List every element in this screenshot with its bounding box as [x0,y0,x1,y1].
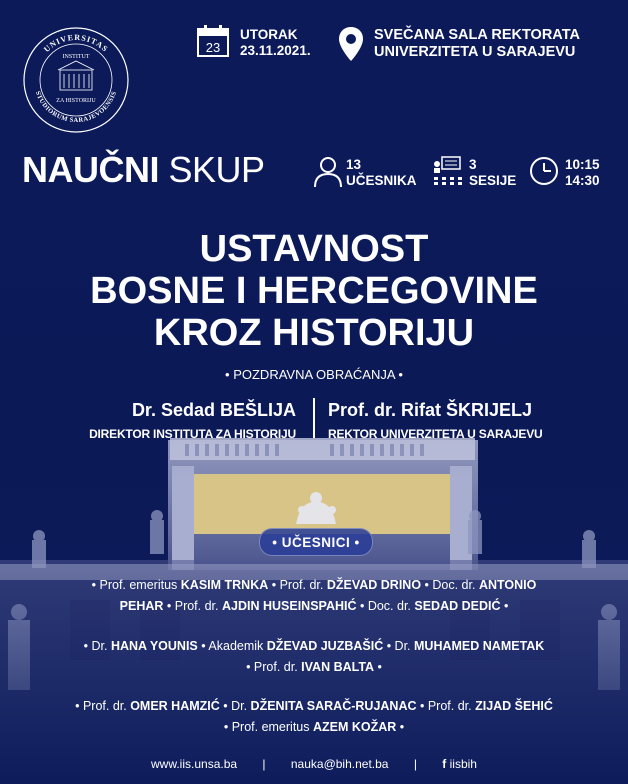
calendar-icon [196,24,230,58]
facebook-link[interactable]: iisbih [449,757,477,771]
participant-title: • [396,720,405,734]
clock-icon [529,156,559,186]
participant-title: • Prof. dr. [163,599,222,613]
participants-line [20,657,608,678]
participant-name: PEHAR [119,599,164,613]
participants-line [20,696,608,717]
title-line1: USTAVNOST [199,228,429,270]
time-start: 10:15 [565,157,600,172]
speaker-2-name: Prof. dr. Rifat ŠKRIJELJ [328,400,533,420]
location-pin-icon [338,26,364,62]
participant-title: • Akademik [197,639,267,653]
website-link[interactable]: www.iis.unsa.ba [151,757,238,771]
participant-name: AJDIN HUSEINSPAHIĆ [221,599,357,613]
participant-title: • Prof. dr. [416,699,476,713]
participant-name: DŽEVAD DRINO [326,578,422,592]
speaker-divider [313,398,315,438]
participants-line [20,596,608,617]
participants-pill: • UČESNICI • [259,528,373,556]
person-icon [313,156,343,188]
greetings-label: • POZDRAVNA OBRAĆANJA • [225,367,403,382]
participant-title: • Doc. dr. [356,599,415,613]
event-type-bold: NAUČNI [22,149,159,190]
date-block [240,27,311,59]
participant-title: • [374,660,382,674]
sessions-count: 3 [469,157,477,172]
sessions-label: SESIJE [469,173,517,188]
venue-line1: SVEČANA SALA REKTORATA [374,27,580,43]
title-line2: BOSNE I HERCEGOVINE [90,270,538,312]
participants-count: 13 [346,157,362,172]
participants-line [20,717,608,738]
sessions-stat [469,157,516,189]
time-end: 14:30 [565,173,600,188]
participant-title: • Dr. [83,639,111,653]
calendar-day: 23 [205,40,221,55]
venue-line2: UNIVERZITETA U SARAJEVU [374,44,576,60]
participants-group-1 [20,575,608,617]
participant-name: DŽENITA SARAČ-RUJANAC [250,699,417,713]
participant-name: AZEM KOŽAR [312,720,397,734]
speaker-1-name: Dr. Sedad BEŠLIJA [131,400,296,420]
participants-label: UČESNIKA [346,173,417,188]
email-link[interactable]: nauka@bih.net.ba [290,757,389,771]
participant-name: SEDAD DEDIĆ [414,599,501,613]
participants-group-2 [20,636,608,678]
time-stat [565,157,600,189]
participant-title: • Doc. dr. [421,578,479,592]
participants-line [20,575,608,596]
participant-title: • Prof. dr. [268,578,327,592]
participants-stat [346,157,417,189]
participant-title: • Prof. emeritus [91,578,181,592]
date-label: 23.11.2021. [240,43,311,58]
participant-name: HANA YOUNIS [110,639,198,653]
svg-text:UNIVERSITAS [42,33,110,54]
speaker-2-role: REKTOR UNIVERZITETA U SARAJEVU [328,427,543,441]
event-type-light: SKUP [168,149,265,190]
participant-title: • Prof. dr. [75,699,131,713]
participants-line [20,636,608,657]
event-type [22,150,265,190]
footer-separator: | [262,757,266,771]
title-line3: KROZ HISTORIJU [153,312,475,354]
logo-text-institut: INSTITUT [62,54,90,60]
participant-name: ANTONIO [478,578,537,592]
facebook-icon: f [442,757,447,771]
participant-title: • Dr. [219,699,251,713]
footer-separator: | [413,757,417,771]
participant-title: • Prof. dr. [246,660,302,674]
logo-text-bottom: STUDIORUM SARAJEVOENSIS [33,90,119,125]
participant-title: • Prof. emeritus [223,720,313,734]
footer [0,757,628,771]
participant-name: OMER HAMZIĆ [130,699,220,713]
participant-name: MUHAMED NAMETAK [414,639,545,653]
event-title [0,228,628,354]
participants-group-3 [20,696,608,738]
institute-logo [22,26,130,134]
participant-title: • Dr. [383,639,415,653]
participant-name: ZIJAD ŠEHIĆ [475,699,553,713]
logo-text-za-historiju: ZA HISTORIJU [56,98,96,104]
logo-text-top: UNIVERSITAS [42,32,110,54]
svg-text:STUDIORUM SARAJEVOENSIS [34,90,118,124]
day-label: UTORAK [240,27,298,42]
sessions-icon [432,156,462,186]
building-emblem-icon [58,61,94,90]
participant-title: • [500,599,509,613]
participant-name: KASIM TRNKA [180,578,269,592]
participant-name: IVAN BALTA [301,660,375,674]
venue [374,27,580,61]
participant-name: DŽEVAD JUZBAŠIĆ [266,639,384,653]
speaker-1-role: DIREKTOR INSTITUTA ZA HISTORIJU [89,427,296,441]
